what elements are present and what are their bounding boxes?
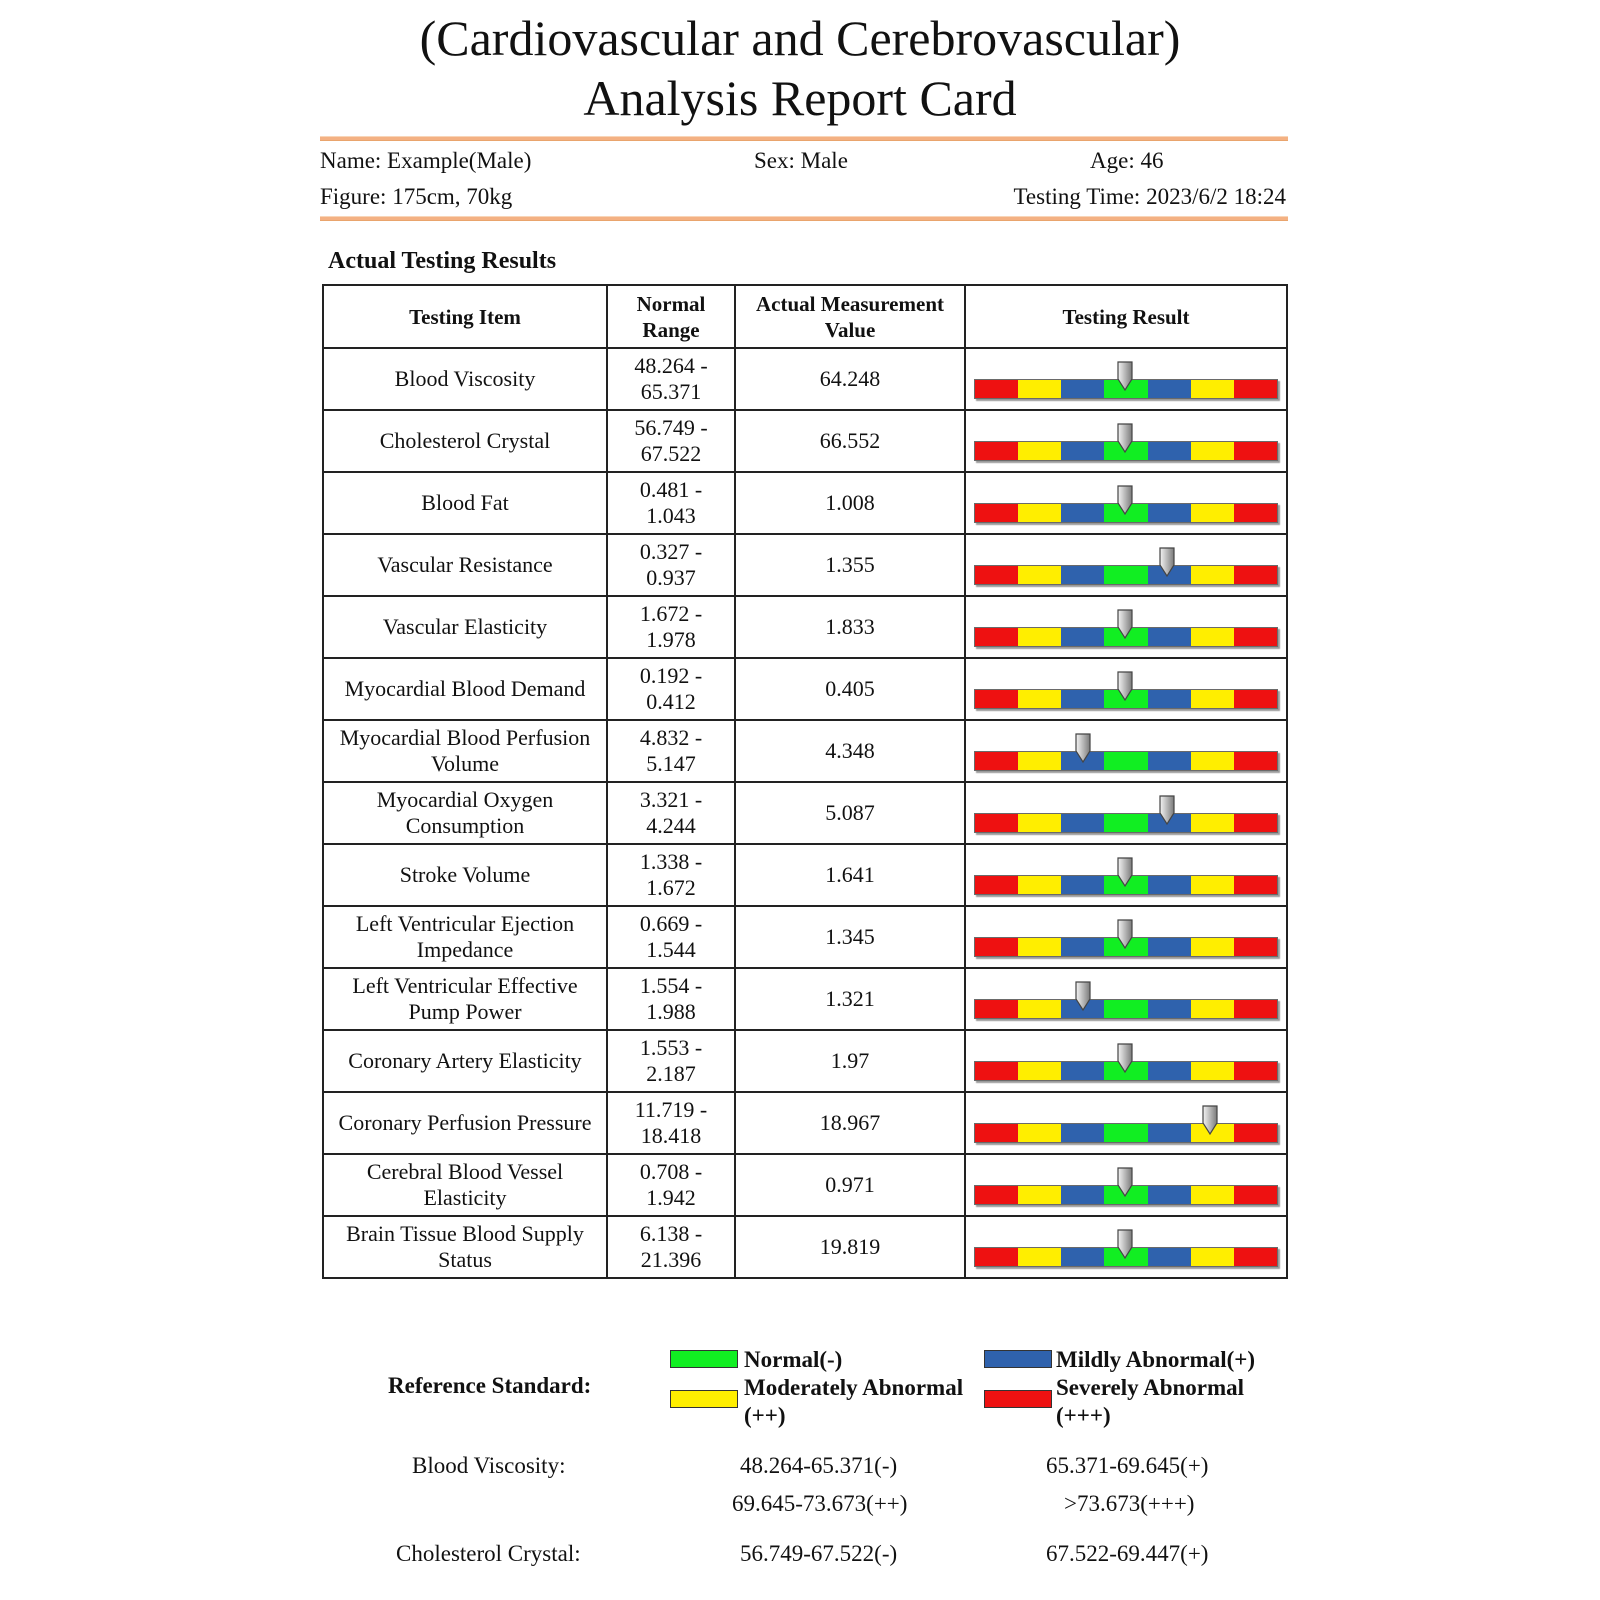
gauge-segment [1104, 752, 1147, 770]
gauge-segment [1191, 380, 1234, 398]
result-gauge [974, 1101, 1278, 1145]
actual-value: 4.348 [735, 720, 965, 782]
ref-mild-range: 65.371-69.645(+) [1046, 1453, 1209, 1478]
testing-item: Blood Viscosity [323, 348, 607, 410]
gauge-segment [975, 1124, 1018, 1142]
normal-range-low: 56.749 - [634, 415, 708, 440]
actual-value: 1.97 [735, 1030, 965, 1092]
testing-result [965, 658, 1287, 720]
gauge-segment [975, 380, 1018, 398]
gauge-segment [1018, 504, 1061, 522]
gauge-marker-icon [1116, 919, 1134, 949]
result-gauge [974, 1225, 1278, 1269]
gauge-segment [1148, 1000, 1191, 1018]
patient-name: Name: Example(Male) [320, 148, 532, 173]
gauge-scale [974, 813, 1278, 833]
gauge-marker-icon [1116, 485, 1134, 515]
gauge-segment [1018, 380, 1061, 398]
testing-item: Myocardial Blood Demand [323, 658, 607, 720]
gauge-segment [1061, 442, 1104, 460]
bottom-divider [320, 216, 1288, 221]
testing-result [965, 472, 1287, 534]
gauge-segment [1061, 1062, 1104, 1080]
result-gauge [974, 481, 1278, 525]
gauge-segment [1191, 1186, 1234, 1204]
normal-range-high: 4.244 [646, 813, 696, 838]
testing-result [965, 968, 1287, 1030]
gauge-segment [1148, 380, 1191, 398]
header-normal-range: Normal Range [607, 285, 735, 348]
gauge-segment [1191, 814, 1234, 832]
gauge-segment [1061, 504, 1104, 522]
results-body [323, 348, 1287, 1278]
table-row [323, 1216, 1287, 1278]
actual-value: 1.321 [735, 968, 965, 1030]
result-gauge [974, 915, 1278, 959]
gauge-segment [1148, 504, 1191, 522]
gauge-marker-icon [1116, 361, 1134, 391]
normal-range-low: 1.672 - [639, 601, 703, 626]
gauge-segment [1234, 814, 1277, 832]
legend-swatch-normal [670, 1350, 738, 1368]
testing-item: Vascular Elasticity [323, 596, 607, 658]
gauge-segment [1061, 1124, 1104, 1142]
testing-result [965, 534, 1287, 596]
testing-result [965, 410, 1287, 472]
ref-normal-range: 56.749-67.522(-) [740, 1541, 898, 1566]
ref-mild-range: 67.522-69.447(+) [1046, 1541, 1209, 1566]
normal-range-low: 1.554 - [639, 973, 703, 998]
normal-range-high: 67.522 [640, 441, 702, 466]
gauge-segment [1104, 1000, 1147, 1018]
table-row [323, 720, 1287, 782]
result-gauge [974, 543, 1278, 587]
gauge-marker-icon [1074, 733, 1092, 763]
result-gauge [974, 667, 1278, 711]
gauge-segment [1234, 1248, 1277, 1266]
normal-range-high: 5.147 [646, 751, 696, 776]
gauge-segment [1061, 938, 1104, 956]
gauge-segment [1061, 814, 1104, 832]
testing-result [965, 1030, 1287, 1092]
table-row [323, 534, 1287, 596]
table-row [323, 1154, 1287, 1216]
normal-range-high: 65.371 [640, 379, 702, 404]
gauge-segment [1061, 690, 1104, 708]
gauge-marker-icon [1116, 671, 1134, 701]
report-title-line1: (Cardiovascular and Cerebrovascular) [419, 10, 1181, 66]
testing-item: Brain Tissue Blood Supply Status [323, 1216, 607, 1278]
normal-range-low: 0.708 - [639, 1159, 703, 1184]
legend-moderate-line2: (++) [744, 1403, 786, 1428]
gauge-segment [1148, 690, 1191, 708]
gauge-segment [1191, 1000, 1234, 1018]
ref-item-name: Cholesterol Crystal: [396, 1541, 581, 1566]
gauge-segment [1234, 1062, 1277, 1080]
gauge-segment [1234, 938, 1277, 956]
normal-range-high: 1.942 [646, 1185, 696, 1210]
table-row [323, 1092, 1287, 1154]
legend-severe-line1: Severely Abnormal [1056, 1375, 1245, 1400]
legend-mild: Mildly Abnormal(+) [1056, 1347, 1256, 1372]
gauge-segment [975, 1248, 1018, 1266]
result-gauge [974, 977, 1278, 1021]
result-gauge [974, 605, 1278, 649]
report-title-line2: Analysis Report Card [583, 70, 1017, 126]
gauge-segment [1234, 1124, 1277, 1142]
gauge-segment [1191, 690, 1234, 708]
testing-result [965, 596, 1287, 658]
results-table [322, 284, 1288, 1279]
normal-range-high: 1.043 [646, 503, 696, 528]
normal-range-high: 0.412 [646, 689, 696, 714]
gauge-marker-icon [1116, 857, 1134, 887]
gauge-segment [1191, 504, 1234, 522]
normal-range-high: 1.978 [646, 627, 696, 652]
normal-range [607, 658, 735, 720]
normal-range-low: 4.832 - [639, 725, 703, 750]
testing-item: Blood Fat [323, 472, 607, 534]
legend-severe-line2: (+++) [1056, 1403, 1111, 1428]
table-row [323, 844, 1287, 906]
header-actual-value: Actual Measurement Value [735, 285, 965, 348]
gauge-segment [1018, 938, 1061, 956]
gauge-segment [975, 752, 1018, 770]
gauge-segment [975, 442, 1018, 460]
gauge-marker-icon [1074, 981, 1092, 1011]
gauge-segment [1191, 876, 1234, 894]
normal-range [607, 782, 735, 844]
gauge-segment [1018, 566, 1061, 584]
gauge-scale [974, 565, 1278, 585]
gauge-segment [975, 628, 1018, 646]
actual-value: 1.833 [735, 596, 965, 658]
gauge-marker-icon [1158, 547, 1176, 577]
gauge-segment [1148, 1062, 1191, 1080]
normal-range [607, 906, 735, 968]
testing-item: Stroke Volume [323, 844, 607, 906]
gauge-segment [1148, 442, 1191, 460]
actual-value: 19.819 [735, 1216, 965, 1278]
normal-range [607, 720, 735, 782]
actual-value: 64.248 [735, 348, 965, 410]
gauge-segment [1148, 1124, 1191, 1142]
ref-moderate-range: 69.645-73.673(++) [732, 1491, 908, 1516]
gauge-segment [1061, 1248, 1104, 1266]
gauge-segment [1018, 690, 1061, 708]
normal-range-low: 1.338 - [639, 849, 703, 874]
normal-range [607, 472, 735, 534]
gauge-segment [1018, 752, 1061, 770]
header-testing-result: Testing Result [965, 285, 1287, 348]
gauge-segment [1148, 1186, 1191, 1204]
normal-range-high: 1.672 [646, 875, 696, 900]
actual-value: 18.967 [735, 1092, 965, 1154]
gauge-segment [1018, 876, 1061, 894]
gauge-segment [975, 876, 1018, 894]
normal-range [607, 1030, 735, 1092]
normal-range [607, 348, 735, 410]
testing-item: Myocardial Oxygen Consumption [323, 782, 607, 844]
legend-moderate-line1: Moderately Abnormal [744, 1375, 964, 1400]
gauge-segment [975, 938, 1018, 956]
gauge-segment [1148, 752, 1191, 770]
gauge-segment [1018, 814, 1061, 832]
actual-value: 1.008 [735, 472, 965, 534]
testing-result [965, 1154, 1287, 1216]
gauge-segment [1148, 628, 1191, 646]
testing-result [965, 720, 1287, 782]
gauge-segment [975, 566, 1018, 584]
gauge-segment [1018, 1186, 1061, 1204]
gauge-segment [1104, 1124, 1147, 1142]
normal-range-high: 2.187 [646, 1061, 696, 1086]
table-row [323, 410, 1287, 472]
result-gauge [974, 791, 1278, 835]
normal-range [607, 844, 735, 906]
testing-result [965, 1092, 1287, 1154]
gauge-segment [1234, 690, 1277, 708]
gauge-segment [1018, 1124, 1061, 1142]
ref-item-name: Blood Viscosity: [412, 1453, 566, 1478]
gauge-segment [1061, 628, 1104, 646]
gauge-segment [1018, 442, 1061, 460]
gauge-segment [1234, 752, 1277, 770]
gauge-segment [1061, 1186, 1104, 1204]
gauge-segment [975, 504, 1018, 522]
testing-item: Left Ventricular Ejection Impedance [323, 906, 607, 968]
normal-range-low: 1.553 - [639, 1035, 703, 1060]
table-row [323, 782, 1287, 844]
gauge-segment [1148, 938, 1191, 956]
table-row [323, 1030, 1287, 1092]
normal-range-high: 1.544 [646, 937, 696, 962]
actual-value: 1.355 [735, 534, 965, 596]
gauge-segment [1061, 876, 1104, 894]
testing-item: Coronary Perfusion Pressure [323, 1092, 607, 1154]
legend-swatch-mild [984, 1350, 1052, 1368]
gauge-marker-icon [1116, 609, 1134, 639]
normal-range-low: 3.321 - [639, 787, 703, 812]
gauge-segment [1191, 566, 1234, 584]
testing-result [965, 1216, 1287, 1278]
gauge-segment [1234, 1000, 1277, 1018]
patient-figure: Figure: 175cm, 70kg [320, 184, 513, 209]
gauge-segment [1234, 380, 1277, 398]
gauge-segment [1061, 566, 1104, 584]
gauge-segment [1191, 1248, 1234, 1266]
gauge-segment [1234, 876, 1277, 894]
table-header-row [323, 285, 1287, 348]
gauge-marker-icon [1201, 1105, 1219, 1135]
ref-severe-range: >73.673(+++) [1064, 1491, 1195, 1516]
table-row [323, 658, 1287, 720]
gauge-segment [1191, 442, 1234, 460]
actual-value: 5.087 [735, 782, 965, 844]
normal-range-low: 0.192 - [639, 663, 703, 688]
normal-range [607, 596, 735, 658]
reference-standard-label: Reference Standard: [388, 1373, 592, 1398]
normal-range [607, 534, 735, 596]
gauge-segment [1018, 1248, 1061, 1266]
normal-range [607, 968, 735, 1030]
patient-age: Age: 46 [1090, 148, 1164, 173]
gauge-scale [974, 751, 1278, 771]
actual-value: 66.552 [735, 410, 965, 472]
legend-swatch-severe [984, 1390, 1052, 1408]
gauge-segment [1148, 1248, 1191, 1266]
gauge-segment [1234, 442, 1277, 460]
gauge-segment [1191, 938, 1234, 956]
gauge-segment [1018, 1062, 1061, 1080]
normal-range-high: 1.988 [646, 999, 696, 1024]
gauge-segment [975, 1062, 1018, 1080]
testing-result [965, 348, 1287, 410]
gauge-marker-icon [1116, 423, 1134, 453]
gauge-scale [974, 999, 1278, 1019]
gauge-segment [1104, 814, 1147, 832]
testing-item: Coronary Artery Elasticity [323, 1030, 607, 1092]
gauge-marker-icon [1116, 1167, 1134, 1197]
normal-range [607, 410, 735, 472]
gauge-segment [975, 1186, 1018, 1204]
gauge-segment [1234, 1186, 1277, 1204]
legend-normal: Normal(-) [744, 1347, 843, 1372]
gauge-marker-icon [1116, 1229, 1134, 1259]
gauge-segment [1104, 566, 1147, 584]
normal-range-low: 6.138 - [639, 1221, 703, 1246]
normal-range-low: 48.264 - [634, 353, 708, 378]
testing-item: Cholesterol Crystal [323, 410, 607, 472]
gauge-segment [1018, 628, 1061, 646]
patient-sex: Sex: Male [754, 148, 848, 173]
table-row [323, 906, 1287, 968]
testing-item: Cerebral Blood Vessel Elasticity [323, 1154, 607, 1216]
section-title: Actual Testing Results [328, 248, 557, 274]
normal-range-low: 0.481 - [639, 477, 703, 502]
normal-range [607, 1216, 735, 1278]
result-gauge [974, 1039, 1278, 1083]
testing-result [965, 906, 1287, 968]
top-divider [320, 136, 1288, 141]
result-gauge [974, 419, 1278, 463]
normal-range-high: 0.937 [646, 565, 696, 590]
normal-range-low: 0.669 - [639, 911, 703, 936]
normal-range-low: 0.327 - [639, 539, 703, 564]
actual-value: 1.345 [735, 906, 965, 968]
testing-result [965, 844, 1287, 906]
report-title [0, 8, 1600, 128]
testing-item: Myocardial Blood Perfusion Volume [323, 720, 607, 782]
gauge-segment [975, 814, 1018, 832]
gauge-segment [1191, 628, 1234, 646]
header-testing-item: Testing Item [323, 285, 607, 348]
ref-normal-range: 48.264-65.371(-) [740, 1453, 898, 1478]
gauge-segment [1148, 876, 1191, 894]
gauge-scale [974, 1123, 1278, 1143]
actual-value: 1.641 [735, 844, 965, 906]
normal-range-high: 18.418 [640, 1123, 702, 1148]
normal-range [607, 1154, 735, 1216]
normal-range-high: 21.396 [640, 1247, 702, 1272]
gauge-segment [1191, 752, 1234, 770]
table-row [323, 472, 1287, 534]
gauge-segment [975, 690, 1018, 708]
testing-item: Left Ventricular Effective Pump Power [323, 968, 607, 1030]
table-row [323, 348, 1287, 410]
gauge-marker-icon [1116, 1043, 1134, 1073]
result-gauge [974, 357, 1278, 401]
result-gauge [974, 729, 1278, 773]
result-gauge [974, 1163, 1278, 1207]
testing-time: Testing Time: 2023/6/2 18:24 [1013, 184, 1286, 209]
testing-item: Vascular Resistance [323, 534, 607, 596]
gauge-segment [1234, 628, 1277, 646]
gauge-segment [1234, 566, 1277, 584]
gauge-segment [975, 1000, 1018, 1018]
table-row [323, 968, 1287, 1030]
actual-value: 0.405 [735, 658, 965, 720]
gauge-marker-icon [1158, 795, 1176, 825]
testing-result [965, 782, 1287, 844]
gauge-segment [1234, 504, 1277, 522]
gauge-segment [1191, 1062, 1234, 1080]
normal-range [607, 1092, 735, 1154]
normal-range-low: 11.719 - [634, 1097, 708, 1122]
gauge-segment [1061, 380, 1104, 398]
legend-swatch-moderate [670, 1390, 738, 1408]
actual-value: 0.971 [735, 1154, 965, 1216]
table-row [323, 596, 1287, 658]
result-gauge [974, 853, 1278, 897]
gauge-segment [1018, 1000, 1061, 1018]
